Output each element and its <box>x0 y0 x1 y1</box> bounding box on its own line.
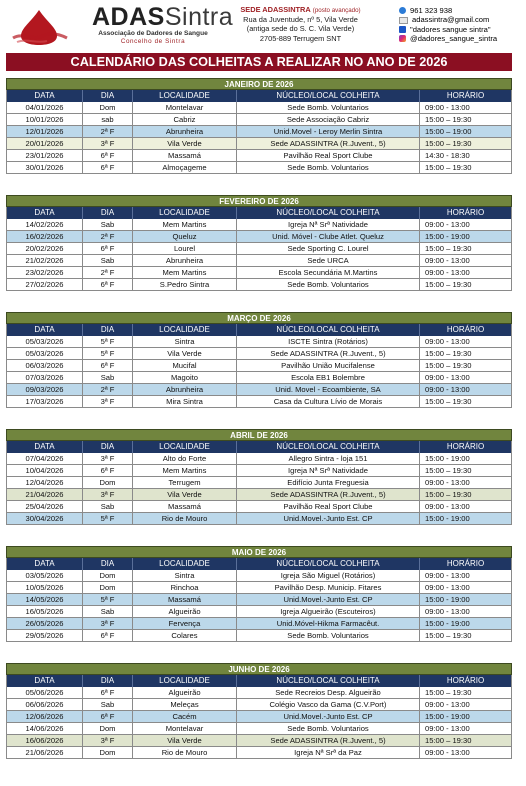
cell-day: Sab <box>82 255 132 266</box>
cell-date: 05/03/2026 <box>6 336 82 347</box>
cell-site: Unid.Movel - Leroy Merlin Sintra <box>236 126 419 137</box>
cell-loc: Rio de Mouro <box>132 513 236 524</box>
cell-loc: Abrunheira <box>132 255 236 266</box>
cell-site: Sede URCA <box>236 255 419 266</box>
cell-hour: 09:00 - 13:00 <box>419 219 512 230</box>
cell-date: 12/04/2026 <box>6 477 82 488</box>
mail-icon <box>399 17 408 24</box>
column-header-row <box>6 90 512 102</box>
phone-text: 961 323 938 <box>410 6 453 15</box>
cell-date: 14/06/2026 <box>6 723 82 734</box>
table-row <box>6 279 512 291</box>
cell-hour: 09:00 - 13:00 <box>419 267 512 278</box>
cell-loc: Abrunheira <box>132 126 236 137</box>
cell-site: Unid.Movel.-Junto Est. CP <box>236 594 419 605</box>
table-row <box>6 243 512 255</box>
cell-date: 25/04/2026 <box>6 501 82 512</box>
cell-date: 09/03/2026 <box>6 384 82 395</box>
cell-site: Allegro Sintra - loja 151 <box>236 453 419 464</box>
column-header-date: DATA <box>6 324 82 336</box>
column-header-day: DIA <box>82 675 132 687</box>
cell-site: Sede Bomb. Voluntarios <box>236 102 419 113</box>
cell-loc: Vila Verde <box>132 138 236 149</box>
sede-note: (posto avançado) <box>312 7 361 14</box>
table-row <box>6 501 512 513</box>
table-row <box>6 570 512 582</box>
cell-site: Sede Bomb. Voluntarios <box>236 630 419 641</box>
cell-site: Sede Bomb. Voluntarios <box>236 279 419 290</box>
email-text[interactable]: adassintra@gmail.com <box>412 15 490 25</box>
column-header-row <box>6 324 512 336</box>
cell-day: 2ª F <box>82 267 132 278</box>
address-block <box>217 5 384 43</box>
cell-day: Dom <box>82 570 132 581</box>
column-header-hour: HORÁRIO <box>419 90 512 102</box>
cell-day: 2ª F <box>82 384 132 395</box>
cell-hour: 15:00 – 19:30 <box>419 114 512 125</box>
column-header-row <box>6 441 512 453</box>
table-row <box>6 150 512 162</box>
cell-site: Sede Bomb. Voluntarios <box>236 723 419 734</box>
cell-loc: Mem Martins <box>132 267 236 278</box>
cell-hour: 09:00 - 13:00 <box>419 384 512 395</box>
table-row <box>6 747 512 759</box>
phone-icon <box>399 7 406 14</box>
table-row <box>6 582 512 594</box>
cell-hour: 15:00 – 19:30 <box>419 360 512 371</box>
table-row <box>6 465 512 477</box>
cell-hour: 15:00 - 19:00 <box>419 711 512 722</box>
cell-loc: Almoçageme <box>132 162 236 173</box>
cell-loc: Colares <box>132 630 236 641</box>
page-title: CALENDÁRIO DAS COLHEITAS A REALIZAR NO ANO DE 2026 <box>6 53 512 71</box>
cell-date: 17/03/2026 <box>6 396 82 407</box>
cell-loc: Cacém <box>132 711 236 722</box>
column-header-site: NÚCLEO/LOCAL COLHEITA <box>236 675 419 687</box>
brand-subtitle2: Concelho de Sintra <box>120 38 186 45</box>
cell-hour: 09:00 - 13:00 <box>419 372 512 383</box>
contact-facebook[interactable] <box>399 25 525 34</box>
column-header-site: NÚCLEO/LOCAL COLHEITA <box>236 207 419 219</box>
cell-loc: Abrunheira <box>132 384 236 395</box>
cell-date: 30/01/2026 <box>6 162 82 173</box>
cell-day: Sab <box>82 219 132 230</box>
cell-site: Sede Sporting C. Lourel <box>236 243 419 254</box>
month-heading: JUNHO DE 2026 <box>6 663 512 675</box>
cell-site: Unid.Móvel-Hikma Farmacêut. <box>236 618 419 629</box>
brand-subtitle: Associação de Dadores de Sangue <box>98 30 208 37</box>
cell-date: 16/06/2026 <box>6 735 82 746</box>
column-header-loc: LOCALIDADE <box>132 558 236 570</box>
cell-day: 5ª F <box>82 594 132 605</box>
table-row <box>6 360 512 372</box>
cell-loc: Mem Martins <box>132 465 236 476</box>
cell-hour: 15:00 – 19:30 <box>419 396 512 407</box>
table-row <box>6 453 512 465</box>
cell-day: 6ª F <box>82 243 132 254</box>
cell-site: Pavilhão Desp. Municip. Fitares <box>236 582 419 593</box>
cell-day: 6ª F <box>82 465 132 476</box>
cell-hour: 14:30 - 18:30 <box>419 150 512 161</box>
cell-day: 6ª F <box>82 150 132 161</box>
cell-date: 06/06/2026 <box>6 699 82 710</box>
cell-hour: 09:00 - 13:00 <box>419 747 512 758</box>
table-row <box>6 219 512 231</box>
table-row <box>6 477 512 489</box>
column-header-loc: LOCALIDADE <box>132 675 236 687</box>
cell-date: 27/02/2026 <box>6 279 82 290</box>
cell-date: 29/05/2026 <box>6 630 82 641</box>
contacts-block <box>399 6 525 44</box>
month-heading: FEVEREIRO DE 2026 <box>6 195 512 207</box>
cell-date: 06/03/2026 <box>6 360 82 371</box>
cell-hour: 15:00 - 19:00 <box>419 594 512 605</box>
cell-site: Pavilhão Real Sport Clube <box>236 150 419 161</box>
cell-hour: 15:00 – 19:00 <box>419 126 512 137</box>
table-row <box>6 255 512 267</box>
cell-hour: 15:00 – 19:30 <box>419 138 512 149</box>
cell-date: 10/05/2026 <box>6 582 82 593</box>
table-row <box>6 102 512 114</box>
cell-loc: Fervença <box>132 618 236 629</box>
cell-loc: Alto do Forte <box>132 453 236 464</box>
cell-day: 6ª F <box>82 687 132 698</box>
column-header-hour: HORÁRIO <box>419 675 512 687</box>
cell-hour: 15:00 – 19:30 <box>419 279 512 290</box>
column-header-row <box>6 675 512 687</box>
cell-loc: Rio de Mouro <box>132 747 236 758</box>
table-row <box>6 372 512 384</box>
cell-day: Dom <box>82 723 132 734</box>
table-row <box>6 162 512 174</box>
address-line2: (antiga sede do S. C. Vila Verde) <box>246 24 355 34</box>
address-line1: Rua da Juventude, nº 5, Vila Verde <box>243 15 358 25</box>
cell-loc: Mira Sintra <box>132 396 236 407</box>
table-row <box>6 699 512 711</box>
cell-day: 3ª F <box>82 618 132 629</box>
column-header-loc: LOCALIDADE <box>132 90 236 102</box>
column-header-day: DIA <box>82 90 132 102</box>
cell-loc: Mem Martins <box>132 219 236 230</box>
column-header-date: DATA <box>6 441 82 453</box>
cell-date: 07/04/2026 <box>6 453 82 464</box>
brand-name <box>92 3 234 31</box>
cell-site: Escola Secundária M.Martins <box>236 267 419 278</box>
cell-hour: 15:00 – 19:30 <box>419 687 512 698</box>
cell-site: Pavilhão Real Sport Clube <box>236 501 419 512</box>
table-row <box>6 618 512 630</box>
cell-site: Igreja Nª Srª Natividade <box>236 219 419 230</box>
cell-date: 23/01/2026 <box>6 150 82 161</box>
table-row <box>6 267 512 279</box>
cell-loc: Algueirão <box>132 687 236 698</box>
cell-day: Sab <box>82 606 132 617</box>
cell-loc: Montelavar <box>132 102 236 113</box>
cell-site: Sede Recreios Desp. Algueirão <box>236 687 419 698</box>
cell-site: Sede Associação Cabriz <box>236 114 419 125</box>
table-row <box>6 711 512 723</box>
month-table <box>6 312 512 408</box>
cell-date: 12/06/2026 <box>6 711 82 722</box>
column-header-row <box>6 207 512 219</box>
month-table <box>6 546 512 642</box>
cell-site: Escola EB1 Bolembre <box>236 372 419 383</box>
cell-hour: 15:00 – 19:30 <box>419 735 512 746</box>
cell-loc: Cabriz <box>132 114 236 125</box>
cell-hour: 15:00 – 19:30 <box>419 243 512 254</box>
facebook-icon <box>399 26 406 33</box>
table-row <box>6 336 512 348</box>
column-header-hour: HORÁRIO <box>419 441 512 453</box>
table-row <box>6 396 512 408</box>
cell-hour: 15:00 – 19:30 <box>419 162 512 173</box>
cell-day: Dom <box>82 582 132 593</box>
column-header-site: NÚCLEO/LOCAL COLHEITA <box>236 441 419 453</box>
table-row <box>6 348 512 360</box>
address-line3: 2705-889 Terrugem SNT <box>259 33 342 43</box>
cell-hour: 09:00 - 13:00 <box>419 606 512 617</box>
cell-site: Unid. Movel - Ecoambiente, SA <box>236 384 419 395</box>
cell-date: 23/02/2026 <box>6 267 82 278</box>
cell-site: Unid. Móvel - Clube Atlet. Queluz <box>236 231 419 242</box>
column-header-day: DIA <box>82 324 132 336</box>
cell-site: Casa da Cultura Lívio de Morais <box>236 396 419 407</box>
cell-loc: Sintra <box>132 570 236 581</box>
cell-site: Sede ADASSINTRA (R.Juvent., 5) <box>236 489 419 500</box>
cell-date: 16/02/2026 <box>6 231 82 242</box>
column-header-date: DATA <box>6 90 82 102</box>
cell-site: Edifício Junta Freguesia <box>236 477 419 488</box>
cell-site: Igreja Algueirão (Escuteiros) <box>236 606 419 617</box>
table-row <box>6 723 512 735</box>
table-row <box>6 513 512 525</box>
cell-hour: 09:00 - 13:00 <box>419 336 512 347</box>
cell-date: 10/01/2026 <box>6 114 82 125</box>
cell-date: 16/05/2026 <box>6 606 82 617</box>
cell-site: Igreja Nª Srª da Paz <box>236 747 419 758</box>
month-heading: MARÇO DE 2026 <box>6 312 512 324</box>
cell-loc: Rinchoa <box>132 582 236 593</box>
cell-date: 10/04/2026 <box>6 465 82 476</box>
table-row <box>6 114 512 126</box>
cell-loc: Queluz <box>132 231 236 242</box>
cell-loc: Vila Verde <box>132 348 236 359</box>
cell-day: 5ª F <box>82 513 132 524</box>
cell-day: 3ª F <box>82 396 132 407</box>
cell-day: sab <box>82 114 132 125</box>
cell-loc: Mucifal <box>132 360 236 371</box>
cell-day: Dom <box>82 477 132 488</box>
cell-hour: 09:00 - 13:00 <box>419 723 512 734</box>
month-table <box>6 195 512 291</box>
cell-site: Igreja São Miguel (Rotários) <box>236 570 419 581</box>
cell-site: Sede ADASSINTRA (R.Juvent., 5) <box>236 348 419 359</box>
cell-day: 3ª F <box>82 489 132 500</box>
column-header-loc: LOCALIDADE <box>132 441 236 453</box>
cell-day: Sab <box>82 699 132 710</box>
table-row <box>6 735 512 747</box>
cell-hour: 09:00 - 13:00 <box>419 255 512 266</box>
cell-loc: Montelavar <box>132 723 236 734</box>
cell-loc: Lourel <box>132 243 236 254</box>
cell-hour: 09:00 - 13:00 <box>419 699 512 710</box>
cell-loc: Terrugem <box>132 477 236 488</box>
facebook-text[interactable]: "dadores sangue sintra" <box>410 24 491 34</box>
cell-loc: Algueirão <box>132 606 236 617</box>
cell-day: Sab <box>82 501 132 512</box>
cell-hour: 09:00 - 13:00 <box>419 501 512 512</box>
cell-hour: 09:00 - 13:00 <box>419 102 512 113</box>
month-heading: JANEIRO DE 2026 <box>6 78 512 90</box>
cell-hour: 15:00 – 19:30 <box>419 465 512 476</box>
cell-hour: 15:00 - 19:00 <box>419 453 512 464</box>
cell-day: 6ª F <box>82 360 132 371</box>
cell-loc: Sintra <box>132 336 236 347</box>
cell-date: 20/02/2026 <box>6 243 82 254</box>
cell-loc: Massamá <box>132 150 236 161</box>
month-table <box>6 663 512 759</box>
column-header-day: DIA <box>82 558 132 570</box>
cell-hour: 15:00 – 19:30 <box>419 630 512 641</box>
column-header-day: DIA <box>82 207 132 219</box>
sede-label: SEDE ADASSINTRA <box>240 5 311 14</box>
cell-date: 03/05/2026 <box>6 570 82 581</box>
cell-loc: Meleças <box>132 699 236 710</box>
brand-block <box>92 3 234 46</box>
column-header-day: DIA <box>82 441 132 453</box>
column-header-site: NÚCLEO/LOCAL COLHEITA <box>236 558 419 570</box>
contact-email[interactable] <box>399 15 525 24</box>
cell-date: 12/01/2026 <box>6 126 82 137</box>
cell-loc: Vila Verde <box>132 735 236 746</box>
cell-day: 2ª F <box>82 126 132 137</box>
instagram-icon <box>399 35 406 42</box>
cell-site: Sede ADASSINTRA (R.Juvent., 5) <box>236 138 419 149</box>
cell-date: 21/06/2026 <box>6 747 82 758</box>
column-header-date: DATA <box>6 675 82 687</box>
table-row <box>6 384 512 396</box>
cell-day: 6ª F <box>82 711 132 722</box>
cell-date: 05/03/2026 <box>6 348 82 359</box>
column-header-date: DATA <box>6 207 82 219</box>
table-row <box>6 630 512 642</box>
cell-loc: Magoito <box>132 372 236 383</box>
cell-loc: Massamá <box>132 594 236 605</box>
column-header-hour: HORÁRIO <box>419 558 512 570</box>
cell-date: 20/01/2026 <box>6 138 82 149</box>
cell-site: Sede ADASSINTRA (R.Juvent., 5) <box>236 735 419 746</box>
column-header-site: NÚCLEO/LOCAL COLHEITA <box>236 90 419 102</box>
cell-site: Sede Bomb. Voluntarios <box>236 162 419 173</box>
blood-drop-logo-icon <box>9 8 69 46</box>
cell-day: 3ª F <box>82 735 132 746</box>
brand-name-part2: Sintra <box>164 3 234 31</box>
cell-day: 6ª F <box>82 630 132 641</box>
cell-hour: 15:00 - 19:00 <box>419 513 512 524</box>
cell-day: 3ª F <box>82 453 132 464</box>
cell-date: 21/04/2026 <box>6 489 82 500</box>
contact-phone <box>399 6 525 15</box>
contact-instagram[interactable] <box>399 34 525 43</box>
column-header-loc: LOCALIDADE <box>132 207 236 219</box>
cell-date: 26/05/2026 <box>6 618 82 629</box>
cell-date: 21/02/2026 <box>6 255 82 266</box>
cell-date: 04/01/2026 <box>6 102 82 113</box>
cell-date: 05/06/2026 <box>6 687 82 698</box>
column-header-date: DATA <box>6 558 82 570</box>
cell-loc: S.Pedro Sintra <box>132 279 236 290</box>
column-header-row <box>6 558 512 570</box>
cell-loc: Massamá <box>132 501 236 512</box>
month-heading: ABRIL DE 2026 <box>6 429 512 441</box>
table-row <box>6 594 512 606</box>
column-header-hour: HORÁRIO <box>419 324 512 336</box>
cell-site: Pavilhão União Mucifalense <box>236 360 419 371</box>
table-row <box>6 687 512 699</box>
cell-day: Sab <box>82 372 132 383</box>
cell-date: 14/02/2026 <box>6 219 82 230</box>
cell-site: Colégio Vasco da Gama (C.V.Port) <box>236 699 419 710</box>
cell-site: ISCTE Sintra (Rotários) <box>236 336 419 347</box>
table-row <box>6 489 512 501</box>
cell-hour: 09:00 - 13:00 <box>419 582 512 593</box>
cell-day: 2ª F <box>82 231 132 242</box>
cell-day: 5ª F <box>82 336 132 347</box>
month-heading: MAIO DE 2026 <box>6 546 512 558</box>
cell-hour: 09:00 - 13:00 <box>419 477 512 488</box>
cell-day: Dom <box>82 747 132 758</box>
table-row <box>6 126 512 138</box>
cell-date: 30/04/2026 <box>6 513 82 524</box>
cell-hour: 15:00 – 19:30 <box>419 489 512 500</box>
column-header-hour: HORÁRIO <box>419 207 512 219</box>
cell-day: 5ª F <box>82 348 132 359</box>
cell-hour: 15:00 - 19:00 <box>419 618 512 629</box>
cell-loc: Vila Verde <box>132 489 236 500</box>
cell-day: 6ª F <box>82 279 132 290</box>
instagram-text[interactable]: @dadores_sangue_sintra <box>410 34 498 44</box>
cell-site: Unid.Movel.-Junto Est. CP <box>236 711 419 722</box>
month-table <box>6 78 512 174</box>
table-row <box>6 606 512 618</box>
page-header <box>0 0 526 50</box>
column-header-loc: LOCALIDADE <box>132 324 236 336</box>
cell-date: 14/05/2026 <box>6 594 82 605</box>
table-row <box>6 138 512 150</box>
cell-day: Dom <box>82 102 132 113</box>
brand-name-part1: ADAS <box>92 3 165 31</box>
cell-day: 6ª F <box>82 162 132 173</box>
table-row <box>6 231 512 243</box>
cell-hour: 15:00 - 19:00 <box>419 231 512 242</box>
cell-day: 3ª F <box>82 138 132 149</box>
cell-date: 07/03/2026 <box>6 372 82 383</box>
cell-site: Igreja Nª Srª Natividade <box>236 465 419 476</box>
cell-hour: 15:00 – 19:30 <box>419 348 512 359</box>
cell-site: Unid.Movel.-Junto Est. CP <box>236 513 419 524</box>
cell-hour: 09:00 - 13:00 <box>419 570 512 581</box>
month-table <box>6 429 512 525</box>
column-header-site: NÚCLEO/LOCAL COLHEITA <box>236 324 419 336</box>
